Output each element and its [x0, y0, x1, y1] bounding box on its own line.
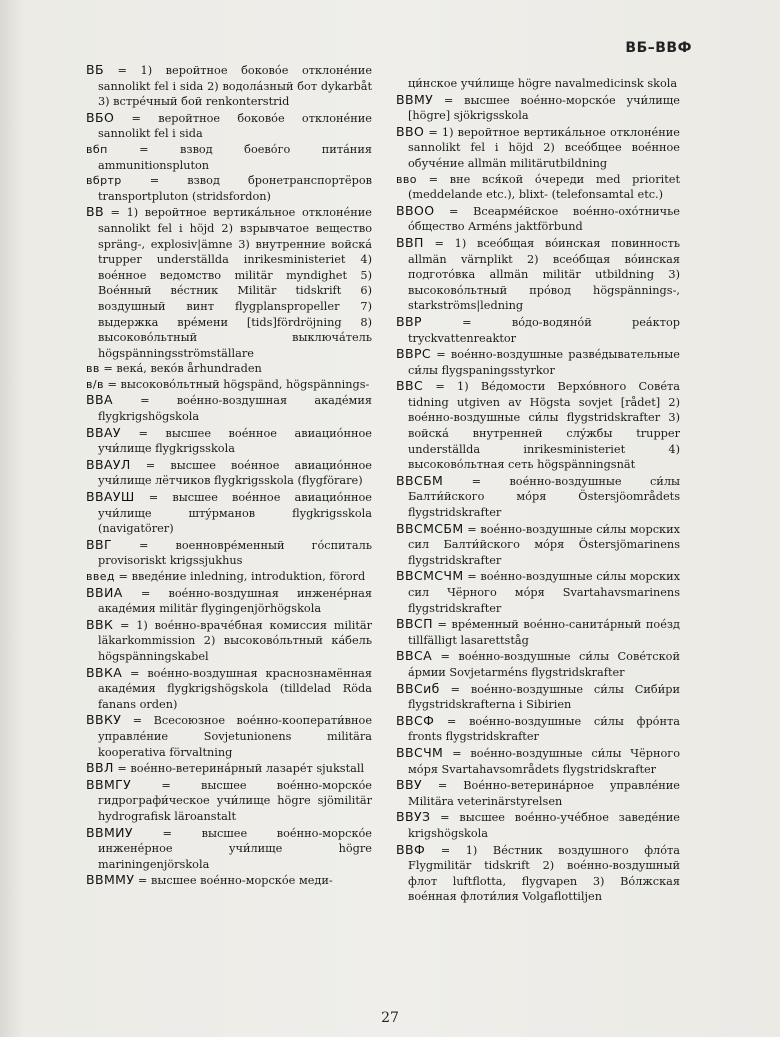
entry-headword: ВВСЧМ: [396, 744, 444, 760]
entry-headword: ВВМГУ: [86, 776, 132, 792]
entry-headword: ВВО: [396, 123, 425, 139]
entry-definition: = воéнно-воздушные си́лы морских сил Балти́йского мóря Östersjömarinens flygstridskrafter: [408, 522, 680, 567]
entry-definition: = высшее воéнное авиациóнное учи́лище лётчиков flygkrigsskola (flygförare): [98, 458, 372, 488]
entry-definition: = высшее воéнно-морскóе гидрографи́ческое учи́лище högre sjömilitär hydrografisk läroanstalt: [98, 778, 372, 823]
entry-headword: ВВК: [86, 616, 114, 632]
entry-definition: = вóдо-водянóй реáктор tryckvattenreaktor: [408, 315, 680, 345]
entry-headword: вбртр: [86, 174, 122, 188]
dictionary-entry: [396, 521, 680, 569]
dictionary-entry: [396, 568, 680, 616]
entry-headword: ВВС: [396, 378, 424, 394]
left-column: [86, 62, 372, 889]
entry-definition: = воéнно-воздушная акадéмия flygkrigshögskola: [98, 394, 372, 424]
dictionary-entry: [396, 713, 680, 745]
entry-definition: = 1) веройтное вертикáльное отклонéние sannolikt fel i höjd 2) всеóбщее воéнное обучéние allmän militärutbildning: [408, 125, 680, 170]
entry-definition: = воéнно-воздушные си́лы Чёрного мóря Svartahavsområdets flygstridskrafter: [408, 746, 680, 776]
entry-definition: = Воéнно-ветеринáрное управлéние Militära veterinärstyrelsen: [408, 779, 680, 808]
dictionary-entry: [396, 842, 680, 905]
entry-definition: = 1) Вéдомости Верхóвного Совéта tidning utgiven av Högsta sovjet [rådet] 2) воéнно-воздушные си́лы flygstridskrafter 3) войскá внутренней слýжбы trupper underställda inrikesministeriet 4) высоковóльтная сеть högspänningsnät: [408, 380, 680, 472]
dictionary-entry: [396, 314, 680, 346]
entry-definition: = воéнно-воздушные си́лы Совéтской áрмии Sovjetarméns flygstridskrafter: [408, 650, 680, 679]
dictionary-entry: [396, 616, 680, 648]
entry-headword: ВВП: [396, 234, 424, 250]
dictionary-entry: [396, 124, 680, 172]
dictionary-entry: [86, 777, 372, 825]
entry-definition: = воéнно-ветеринáрный лазарéт sjukstall: [113, 762, 365, 776]
entry-headword: ВВМИУ: [86, 824, 133, 840]
dictionary-entry: [86, 537, 372, 569]
dictionary-entry: [86, 872, 372, 889]
entry-headword: ВВОО: [396, 202, 435, 218]
dictionary-entry: [396, 378, 680, 473]
entry-definition: = взвод бронетранспортёров transportpluton (stridsfordon): [98, 174, 372, 203]
entry-definition: = 1) воéнно-врачéбная комиссия militär läkarkommission 2) высоковóльтный кáбель högspänningskabel: [98, 618, 372, 663]
dictionary-entry: [396, 681, 680, 713]
entry-headword: ВБ: [86, 62, 104, 77]
entry-headword: ВВГ: [86, 536, 112, 552]
entry-headword: ВВАУ: [86, 424, 121, 440]
dictionary-entry: [396, 745, 680, 777]
right-column: [396, 76, 680, 905]
dictionary-entry: [86, 585, 372, 617]
entry-definition: = векá, векóв århundraden: [99, 362, 262, 376]
page-number: 27: [381, 1010, 399, 1026]
entry-definition: = Всесоюзное воéнно-кооперати́вное управлéние Sovjetunionens militära kooperativa förvaltning: [98, 714, 372, 759]
entry-definition: = веройтное боковóе отклонéние sannolikt fel i sida: [98, 111, 372, 141]
entry-headword: ВВФ: [396, 841, 426, 857]
entry-definition: = воéнно-воздушные развéдывательные си́лы flygspaningsstyrkor: [408, 348, 680, 377]
entry-definition: = воéнно-воздушные си́лы Сиби́ри flygstridskrafterna i Sibirien: [408, 682, 680, 712]
dictionary-entry: [86, 665, 372, 713]
entry-headword: ВВУЗ: [396, 809, 431, 825]
entry-headword: ВВИА: [86, 584, 123, 600]
entry-headword: ВВУ: [396, 777, 422, 793]
entry-definition: = высшее воéнно-морскóе учи́лище [högre] sjökrigsskola: [408, 93, 680, 123]
entry-definition: = 1) всеóбщая вóинская повинность allmän värnplikt 2) всеóбщая вóинская подготóвка allmän militär utbildning 3) высоковóльтный прóвод högspännings-, starkströms|ledning: [408, 236, 680, 313]
dictionary-entry: [396, 203, 680, 235]
entry-definition: = высшее воéнно-учéбное заведéние krigshögskola: [408, 811, 680, 840]
dictionary-entry: [86, 361, 372, 377]
entry-definition: = введéние inledning, introduktion, förord: [114, 570, 366, 583]
entry-headword: ВВРС: [396, 346, 432, 362]
dictionary-entry: [86, 377, 372, 393]
dictionary-entry: [86, 110, 372, 142]
dictionary-entry: [396, 473, 680, 521]
entry-headword: ВВ: [86, 204, 104, 220]
entry-headword: вв: [86, 362, 100, 376]
dictionary-entry: [396, 809, 680, 841]
entry-definition: = воéнно-воздушная инженéрная акадéмия militär flygingenjörhögskola: [98, 586, 372, 616]
entry-headword: ВВАУШ: [86, 489, 135, 505]
entry-definition: = воéнно-воздушная краснознамённая акадéмия flygkrigshögskola (tilldelad Röda fanans orden): [98, 666, 372, 711]
entry-headword: ВВСБМ: [396, 472, 444, 488]
entry-headword: ВВСиб: [396, 680, 440, 696]
entry-definition: = военновре́менный гóспиталь provisoriskt krigssjukhus: [98, 538, 372, 568]
entry-headword: ВВА: [86, 392, 113, 408]
dictionary-entry: [86, 489, 372, 537]
dictionary-entry: [86, 457, 372, 489]
dictionary-entry: [86, 173, 372, 204]
entry-definition: = высоковóльтный högspänd, högspännings-: [103, 377, 370, 391]
entry-headword: ВВЛ: [86, 760, 114, 776]
entry-definition: = воéнно-воздушные си́лы морских сил Чёрного мóря Svartahavsmarinens flygstridskrafter: [408, 570, 680, 615]
entry-definition: = высшее воéнно-морскóе инженéрное учи́лище högre mariningenjörskola: [98, 826, 372, 871]
entry-definition: = высшее воéнное авиациóнное учи́лище штýрманов flygkrigsskola (navigatörer): [98, 491, 372, 536]
entry-headword: ВВСФ: [396, 712, 435, 728]
entry-headword: ВВКУ: [86, 712, 122, 728]
running-head: ВБ–ВВФ: [625, 40, 692, 56]
dictionary-entry: [86, 712, 372, 760]
dictionary-entry: [86, 569, 372, 585]
entry-definition: = Всеармéйское воéнно-охóтничье óбщество Arméns jaktförbund: [408, 204, 680, 234]
dictionary-entry: [86, 392, 372, 424]
entry-definition: = вне вся́кой óчереди med prioritet (meddelande etc.), blixt- (telefonsamtal etc.): [408, 172, 680, 202]
entry-definition: = воéнно-воздушные си́лы Балти́йского мóря Östersjöområdets flygstridskrafter: [408, 474, 680, 520]
dictionary-entry: [86, 825, 372, 873]
dictionary-entry: [396, 777, 680, 809]
dictionary-entry: [86, 204, 372, 361]
dictionary-entry: [86, 62, 372, 110]
entry-headword: вво: [396, 172, 417, 186]
entry-definition: = воéнно-воздушные си́лы фрóнта fronts flygstridskrafter: [408, 714, 680, 744]
entry-headword: ВВСМСЧМ: [396, 568, 464, 584]
dictionary-entry: [86, 617, 372, 665]
dictionary-entry: [396, 346, 680, 378]
entry-definition: = 1) веройтное боковóе отклонéние sannolikt fel i sida 2) водолáзный бот dykarbåt 3) встрéчный бой renkonterstrid: [98, 64, 372, 109]
entry-definition: = высшее воéнно-морскóе меди-: [134, 874, 333, 888]
dictionary-entry: [86, 142, 372, 173]
entry-headword: вбп: [86, 142, 108, 156]
entry-headword: в/в: [86, 377, 104, 391]
dictionary-entry: [396, 92, 680, 124]
dictionary-entry: [396, 648, 680, 680]
entry-headword: ВВАУЛ: [86, 456, 131, 472]
entry-headword: ВВСМСБМ: [396, 520, 464, 536]
entry-definition: = высшее воéнное авиациóнное учи́лище flygkrigsskola: [98, 426, 372, 456]
entry-headword: ВБО: [86, 109, 115, 125]
entry-headword: ВВСА: [396, 648, 433, 664]
entry-definition: = взвод боевóго питáния ammunitionspluton: [98, 142, 372, 172]
entry-headword: ВВСП: [396, 616, 433, 632]
entry-headword: ВВР: [396, 313, 422, 329]
entry-definition: = 1) веройтное вертикáльное отклонéние sannolikt fel i höjd 2) взрывчатое вещество spräng-, explosiv|ämne 3) внутренние войскá trupper underställda inrikesministeriet 4) воéнное ведомство militär myndighet 5) Воéнный вéстник Militär tidskrift 6) воздушный винт flygplanspropeller 7) выдержка врéмени [tids]fördröjning 8) высоковóльтный выключáтель högspänningsströmställare: [98, 206, 372, 360]
dictionary-entry: [396, 172, 680, 203]
dictionary-entry: [396, 235, 680, 314]
entry-headword: ВВКА: [86, 664, 123, 680]
dictionary-entry: [86, 760, 372, 777]
entry-definition: = 1) Вéстник воздушного флóта Flygmilitär tidskrift 2) воéнно-воздушный флот luftflotta, flygvapen 3) Вóлжская воéнная флоти́лия Volgaflottiljen: [408, 843, 680, 904]
entry-definition: = врéменный воéнно-санитáрный поéзд tillfälligt lasarettståg: [408, 618, 680, 647]
entry-headword: ВВМУ: [396, 91, 434, 107]
entry-headword: ВВММУ: [86, 872, 135, 888]
continuation-text: ци́нское учи́лище högre navalmedicinsk skola: [408, 77, 678, 90]
entry-headword: введ: [86, 570, 115, 583]
dictionary-entry: [86, 425, 372, 457]
